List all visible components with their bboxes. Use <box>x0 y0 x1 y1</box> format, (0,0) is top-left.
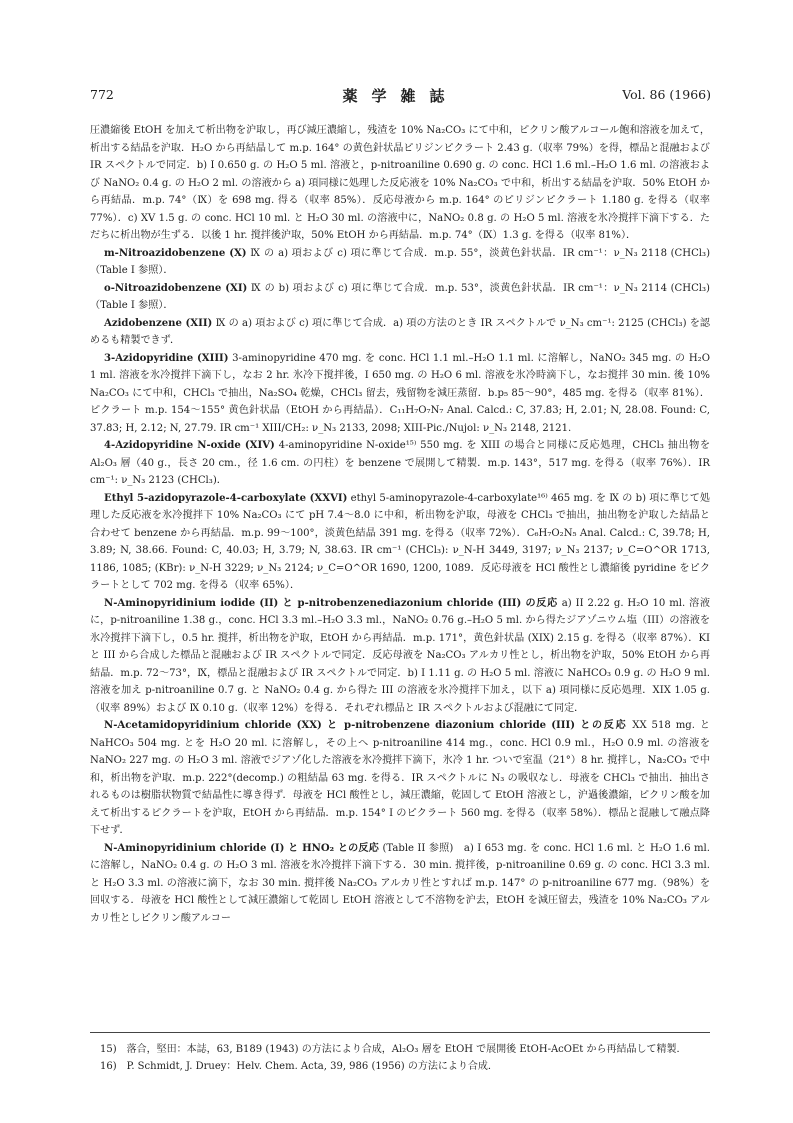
compound-name: 4-Azidopyridine N-oxide (XIV) <box>104 440 275 451</box>
compound-name: N-Aminopyridinium iodide (II) と p-nitrobenzenediazonium chloride (III) の反応 <box>104 597 558 609</box>
compound-paragraph <box>90 840 710 928</box>
paragraph <box>90 122 710 245</box>
page-number: 772 <box>90 87 114 102</box>
footnotes <box>90 1032 710 1075</box>
volume-info: Vol. 86 (1966) <box>622 87 711 102</box>
compound-paragraph <box>90 595 710 718</box>
paragraph-text: (Table II 参照) a) I 653 mg. を conc. HCl 1.6 ml. と H₂O 1.6 ml. に溶解し，NaNO₂ 0.4 g. の H₂O 3 ml. 溶液を氷冷撹拌下滴下する．30 min. 撹拌後，p-nitroaniline 0.69 g. の conc. HCl 3.3 ml. と H₂O 3.3 ml. の溶液に滴下，なお 30 min. 撹拌後 Na₂CO₃ アルカリ性とすれば m.p. 147° の p-nitroaniline 677 mg.（98%）を回収する．母液を HCl 酸性として減圧濃縮して乾固し EtOH 溶液として不溶物を沪去，EtOH を減圧留去，残渣を 10% Na₂CO₃ アルカリ性としピクリン酸アルコー <box>90 842 710 924</box>
paragraph-text: Ⅸ の a) 項および c) 項に準じて合成．m.p. 55°，淡黄色針状晶．IR cm⁻¹：ν_N₃ 2118 (CHCl₃)（Table I 参照）． <box>90 247 711 276</box>
compound-name: N-Aminopyridinium chloride (I) と HNO₂ との反応 <box>104 842 380 854</box>
compound-name: N-Acetamidopyridinium chloride (XX) と p-nitrobenzene diazonium chloride (III) との反応 <box>104 720 628 731</box>
paragraph-text: Ⅸ の b) 項および c) 項に準じて合成．m.p. 53°，淡黄色針状晶．IR cm⁻¹：ν_N₃ 2114 (CHCl₃)（Table I 参照）． <box>90 282 710 311</box>
footnote: 16) P. Schmidt, J. Druey：Helv. Chem. Acta, 39, 986 (1956) の方法により合成． <box>100 1061 498 1072</box>
compound-paragraph <box>90 490 710 595</box>
page-header <box>90 87 711 107</box>
compound-name: Ethyl 5-azidopyrazole-4-carboxylate (XXVI) <box>104 492 348 504</box>
paragraph-text: 3-aminopyridine 470 mg. を conc. HCl 1.1 ml.–H₂O 1.1 ml. に溶解し，NaNO₂ 345 mg. の H₂O 1 ml. 溶液を氷冷撹拌下滴下し，なお 2 hr. 氷冷下撹拌後，I 650 mg. の H₂O 6 ml. 溶液を氷冷時滴下し，なお撹拌 30 min. 後 10% Na₂CO₃ にて中和，CHCl₃ で抽出，Na₂SO₄ 乾燥，CHCl₃ 留去，残留物を減圧蒸留．b.p₅ 85〜90°，485 mg. を得る（収率 81%）．ピクラート m.p. 154〜155° 黄色針状晶（EtOH から再結晶）．C₁₁H₇O₇N₇ Anal. Calcd.: C, 37.83; H, 2.01; N, 28.08. Found: C, 37.83; H, 2.12; N, 27.79. IR cm⁻¹ XIII/CH₂: ν_N₃ 2133, 2098; XIII-Pic./Nujol: ν_N₃ 2148, 2121. <box>90 352 710 434</box>
compound-paragraph <box>90 280 710 315</box>
compound-paragraph <box>90 437 710 490</box>
paragraph-text: ethyl 5-aminopyrazole-4-carboxylate¹⁶⁾ 465 mg. を Ⅸ の b) 項に準じて処理した反応液を氷冷撹拌下 10% Na₂CO₃ にて pH 7.4〜8.0 に中和，析出物を沪取，母液を CHCl₃ で抽出，抽出物を沪取した結晶と合わせて benzene から再結晶．m.p. 99〜100°，淡黄色結晶 391 mg. を得る（収率 72%）．C₆H₇O₂N₅ Anal. Calcd.: C, 39.78; H, 3.89; N, 38.66. Found: C, 40.03; H, 3.79; N, 38.63. IR cm⁻¹ (CHCl₃): ν_N-H 3449, 3197; ν_N₃ 2137; ν_C=O^OR 1713, 1186, 1085; (KBr): ν_N-H 3229; ν_N₃ 2124; ν_C=O^OR 1690, 1200, 1089．反応母液を HCl 酸性とし濃縮後 pyridine をピクラートとして 702 mg. を得る（収率 65%）． <box>90 492 711 591</box>
article-body <box>90 122 710 927</box>
footnote: 15) 落合，堅田：本誌，63, B189 (1943) の方法により合成，Al₂O₃ 層を EtOH で展開後 EtOH-AcOEt から再結晶して精製． <box>100 1044 687 1055</box>
compound-paragraph <box>90 245 710 280</box>
compound-paragraph <box>90 315 710 350</box>
compound-paragraph <box>90 350 710 438</box>
compound-name: 3-Azidopyridine (XIII) <box>104 352 229 364</box>
paragraph-text: a) II 2.22 g. H₂O 10 ml. 溶液に，p-nitroaniline 1.38 g.，conc. HCl 3.3 ml.–H₂O 3.3 ml.，NaNO₂ 0.76 g.–H₂O 5 ml. から得たジアゾニウム塩（III）の溶液を氷冷撹拌下滴下し，0.5 hr. 撹拌，析出物を沪取，EtOH から再結晶．m.p. 171°，黄色針状晶 (XIX) 2.15 g. を得る（収率 87%）．KI と III から合成した標品と混融および IR スペクトルで同定．反応母液を Na₂CO₃ アルカリ性とし，析出物を沪取，50% EtOH から再結晶．m.p. 72〜73°，Ⅸ，標品と混融および IR スペクトルで同定．b) I 1.11 g. の H₂O 5 ml. 溶液に NaHCO₃ 0.9 g. の H₂O 9 ml. 溶液を加え p-nitroaniline 0.7 g. と NaNO₂ 0.4 g. から得た III の溶液を氷冷撹拌下加え，以下 a) 項同様に反応処理．XIX 1.05 g.（収率 89%）および Ⅸ 0.10 g.（収率 12%）を得る．それぞれ標品と IR スペクトルおよび混融にて同定． <box>90 597 710 714</box>
paragraph-text: 圧濃縮後 EtOH を加えて析出物を沪取し，再び減圧濃縮し，残渣を 10% Na₂CO₃ にて中和，ピクリン酸アルコール飽和溶液を加えて，析出する結晶を沪取．H₂O から再結晶して m.p. 164° の黄色針状晶ピリジンピクラート 2.43 g.（収率 79%）を得，標品と混融および IR スペクトルで同定．b) I 0.650 g. の H₂O 5 ml. 溶液と，p-nitroaniline 0.690 g. の conc. HCl 1.6 ml.–H₂O 1.6 ml. の溶液および NaNO₂ 0.4 g. の H₂O 2 ml. の溶液から a) 項同様に処理した反応液を 10% Na₂CO₃ で中和，析出する結晶を沪取．50% EtOH から再結晶．m.p. 74°（Ⅸ）を 698 mg. 得る（収率 85%）．反応母液から m.p. 164° のピリジンピクラート 1.180 g. を得る（収率 77%）．c) XV 1.5 g. の conc. HCl 10 ml. と H₂O 30 ml. の溶液中に，NaNO₂ 0.8 g. の H₂O 5 ml. 溶液を氷冷撹拌下滴下する．ただちに析出物が生ずる．以後 1 hr. 撹拌後沪取，50% EtOH から再結晶．m.p. 74°（Ⅸ）1.3 g. を得る（収率 81%）． <box>90 125 710 241</box>
compound-name: m-Nitroazidobenzene (X) <box>104 247 247 259</box>
paragraph-text: Ⅸ の a) 項および c) 項に準じて合成．a) 項の方法のとき IR スペクトルで ν_N₃ cm⁻¹: 2125 (CHCl₃) を認めるも精製できず． <box>90 317 711 346</box>
paragraph-text: XX 518 mg. と NaHCO₃ 504 mg. とを H₂O 20 ml. に溶解し，その上へ p-nitroaniline 414 mg.，conc. HCl 0.9 ml.，H₂O 0.9 ml. の溶液を NaNO₂ 227 mg. の H₂O 3 ml. 溶液でジアゾ化した溶液を氷冷撹拌下滴下，氷冷 1 hr. ついで室温（21°）8 hr. 撹拌し，Na₂CO₃ で中和，析出物を沪取．m.p. 222°(decomp.) の粗結晶 63 mg. を得る．IR スペクトルに N₃ の吸収なし．母液を CHCl₃ で抽出．抽出されるものは樹脂状物質で結晶性に導き得ず．母液を HCl 酸性とし，減圧濃縮，乾固して EtOH 溶液とし，沪過後濃縮，ピクリン酸を加えて析出するピクラートを沪取，EtOH から再結晶．m.p. 154° I のピクラート 560 mg. を得る（収率 58%）．標品と混融して融点降下せず． <box>90 720 710 836</box>
compound-name: Azidobenzene (XII) <box>104 317 213 329</box>
journal-title: 薬学雑誌 <box>342 87 459 105</box>
compound-paragraph <box>90 717 710 840</box>
compound-name: o-Nitroazidobenzene (XI) <box>104 282 248 294</box>
paragraph-text: 4-aminopyridine N-oxide¹⁵⁾ 550 mg. を XIII の場合と同様に反応処理，CHCl₃ 抽出物を Al₂O₃ 層（40 g.，長さ 20 cm.，径 1.6 cm. の円柱）を benzene で展開して精製．m.p. 143°，517 mg. を得る（収率 76%）．IR cm⁻¹: ν_N₃ 2123 (CHCl₃)． <box>90 440 710 486</box>
